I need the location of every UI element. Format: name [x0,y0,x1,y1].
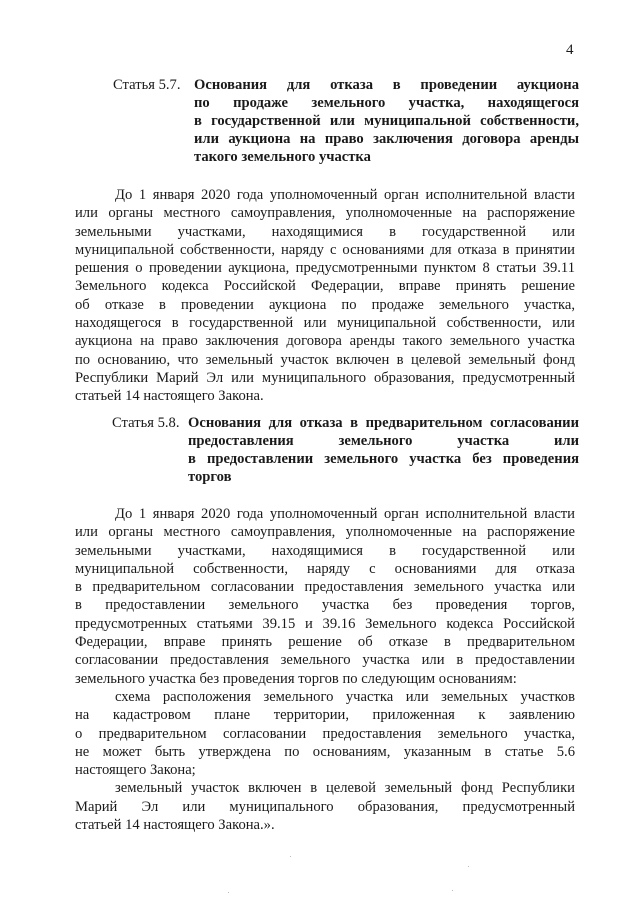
body-line: в предоставлении земельного участка без проведения торгов, [75,597,575,614]
body-line: об отказе в проведении аукциона по продаже земельного участка, [75,296,575,313]
scan-speck [452,890,453,891]
body-line: статьей 14 настоящего Закона.». [75,817,275,834]
body-line: в предварительном согласовании предоставления земельного участка или [75,579,575,596]
body-line: До 1 января 2020 года уполномоченный орган исполнительной власти [115,506,575,522]
body-line: настоящего Закона; [75,762,196,779]
title-line: торгов [188,469,232,485]
body-line: земельными участками, находящимися в государственной или [75,223,575,240]
body-line: До 1 января 2020 года уполномоченный орган исполнительной власти [115,187,575,203]
article-5-8-label: Статья 5.8. [112,415,180,431]
body-line: по основанию, что земельный участок включен в целевой земельный фонд [75,351,575,368]
body-line: или органы местного самоуправления, уполномоченные на распоряжение [75,524,575,541]
body-line: схема расположения земельного участка или земельных участков [115,688,575,705]
title-line: Основания для отказа в проведении аукциона [194,77,579,93]
body-line: на кадастровом плане территории, приложенная к заявлению [75,707,575,724]
body-line: согласовании предоставления земельного участка или в предоставлении [75,652,575,669]
body-line: решения о проведении аукциона, предусмотренными пунктом 8 статьи 39.11 [75,260,575,277]
body-line: или органы местного самоуправления, уполномоченные на распоряжение [75,205,575,222]
title-line: по продаже земельного участка, находящегося [194,95,579,111]
body-line: муниципальной собственности, наряду с основаниями для отказа [75,560,575,577]
body-line: не может быть утверждена по основаниям, указанным в статье 5.6 [75,743,575,760]
body-line: предусмотренных статьями 39.15 и 39.16 Земельного кодекса Российской [75,615,575,632]
body-line: статьей 14 настоящего Закона. [75,388,264,405]
article-5-8-body [75,505,575,834]
title-line: Основания для отказа в предварительном согласовании [188,415,579,431]
title-line: такого земельного участка [194,149,371,165]
scan-speck [468,866,469,867]
body-line: аукциона на право заключения договора аренды такого земельного участка [75,333,575,350]
body-line: земельного участка без проведения торгов по следующим основаниям: [75,670,517,687]
body-line: Земельного кодекса Российской Федерации, вправе принять решение [75,278,575,295]
article-5-7-label: Статья 5.7. [113,77,181,93]
title-line: в предоставлении земельного участка без проведения [188,451,579,467]
article-5-7-title [194,76,579,166]
body-line: Федерации, вправе принять решение об отказе в предварительном [75,634,575,651]
article-5-7-body [75,186,575,406]
body-line: Марий Эл или муниципального образования, предусмотренный [75,798,575,815]
body-line: муниципальной собственности, наряду с основаниями для отказа в принятии [75,241,575,258]
page-number: 4 [566,42,574,58]
title-line: или аукциона на право заключения договора аренды [194,131,579,147]
body-line: земельный участок включен в целевой земельный фонд Республики [115,780,575,797]
title-line: предоставления земельного участка или [188,433,579,449]
scan-speck [228,892,229,893]
title-line: в государственной или муниципальной собственности, [194,113,579,129]
scan-speck [290,856,291,857]
body-line: земельными участками, находящимися в государственной или [75,542,575,559]
body-line: Республики Марий Эл или муниципального образования, предусмотренный [75,369,575,386]
body-line: находящегося в государственной или муниципальной собственности, или [75,315,575,332]
article-5-8-title [188,414,579,486]
body-line: о предварительном согласовании предоставления земельного участка, [75,725,575,742]
